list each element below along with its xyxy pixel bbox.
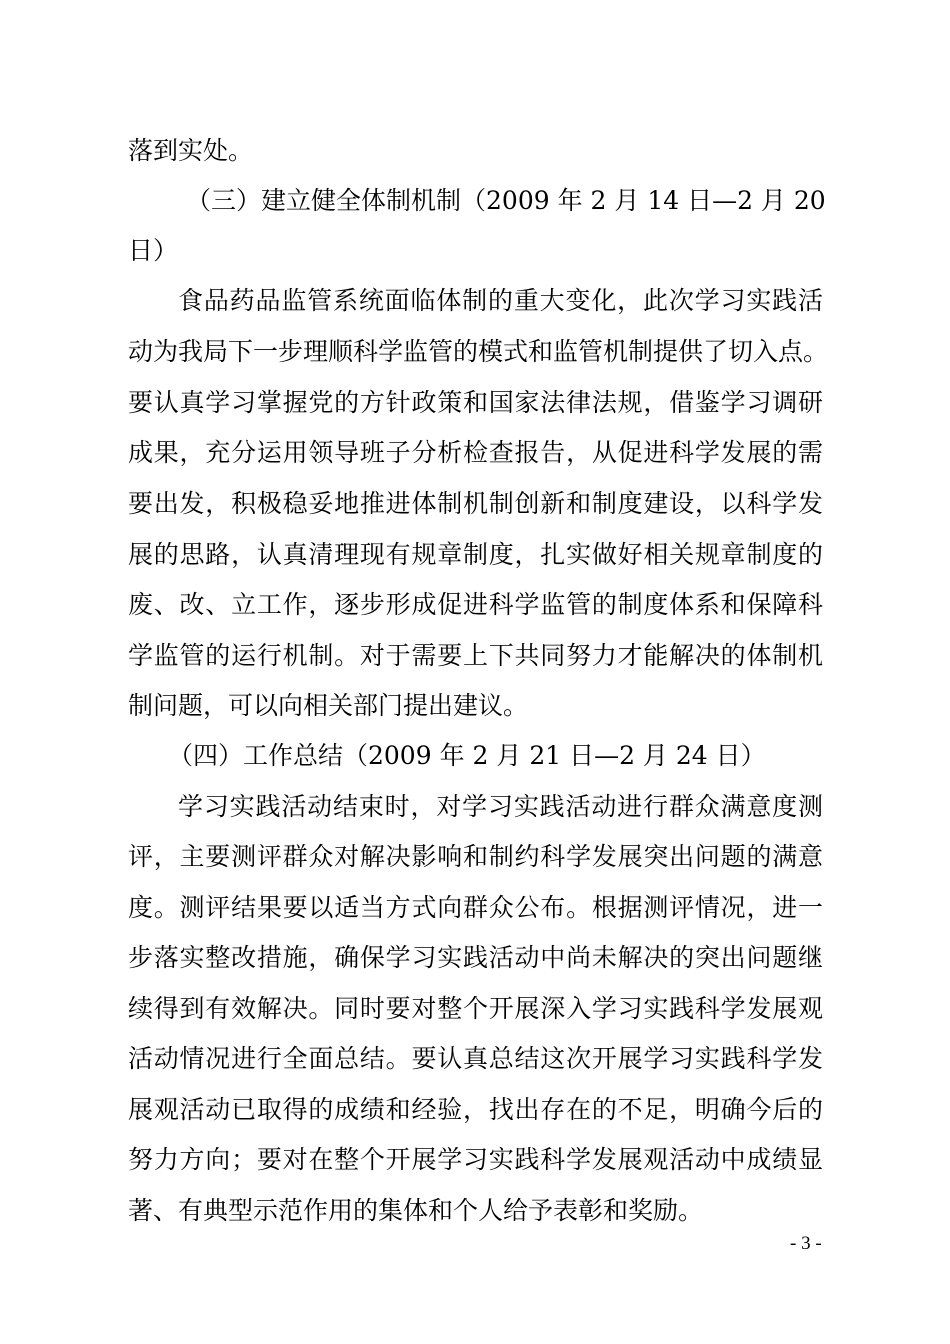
paragraph-line: 努力方向；要对在整个开展学习实践科学发展观活动中成绩显 xyxy=(128,1145,823,1174)
paragraph-line: 学习实践活动结束时，对学习实践活动进行群众满意度测 xyxy=(178,792,823,821)
paragraph-line: 要出发，积极稳妥地推进体制机制创新和制度建设，以科学发 xyxy=(128,489,823,518)
paragraph-line: 成果，充分运用领导班子分析检查报告，从促进科学发展的需 xyxy=(128,438,823,467)
paragraph-line: 活动情况进行全面总结。要认真总结这次开展学习实践科学发 xyxy=(128,1044,823,1073)
section-heading-4: （四）工作总结（2009 年 2 月 21 日—2 月 24 日） xyxy=(168,741,766,770)
paragraph-line: 著、有典型示范作用的集体和个人给予表彰和奖励。 xyxy=(128,1196,704,1225)
section-heading-3-cont: 日） xyxy=(128,236,179,265)
paragraph-line: 食品药品监管系统面临体制的重大变化，此次学习实践活 xyxy=(178,286,823,315)
paragraph-line: 步落实整改措施，确保学习实践活动中尚未解决的突出问题继 xyxy=(128,943,823,972)
paragraph-line: 展的思路，认真清理现有规章制度，扎实做好相关规章制度的 xyxy=(128,540,823,569)
paragraph-line: 续得到有效解决。同时要对整个开展深入学习实践科学发展观 xyxy=(128,994,823,1023)
page-number: - 3 - xyxy=(790,1233,822,1254)
paragraph-line: 要认真学习掌握党的方针政策和国家法律法规，借鉴学习调研 xyxy=(128,388,823,417)
paragraph-line: 展观活动已取得的成绩和经验，找出存在的不足，明确今后的 xyxy=(128,1095,823,1124)
paragraph-line: 制问题，可以向相关部门提出建议。 xyxy=(128,691,529,720)
paragraph-line: 学监管的运行机制。对于需要上下共同努力才能解决的体制机 xyxy=(128,641,823,670)
paragraph-line: 废、改、立工作，逐步形成促进科学监管的制度体系和保障科 xyxy=(128,590,823,619)
paragraph-line: 落到实处。 xyxy=(128,136,254,165)
paragraph-line: 度。测评结果要以适当方式向群众公布。根据测评情况，进一 xyxy=(128,893,823,922)
section-heading-3: （三）建立健全体制机制（2009 年 2 月 14 日—2 月 20 xyxy=(186,186,826,215)
paragraph-line: 评，主要测评群众对解决影响和制约科学发展突出问题的满意 xyxy=(128,842,823,871)
paragraph-line: 动为我局下一步理顺科学监管的模式和监管机制提供了切入点。 xyxy=(128,337,829,366)
